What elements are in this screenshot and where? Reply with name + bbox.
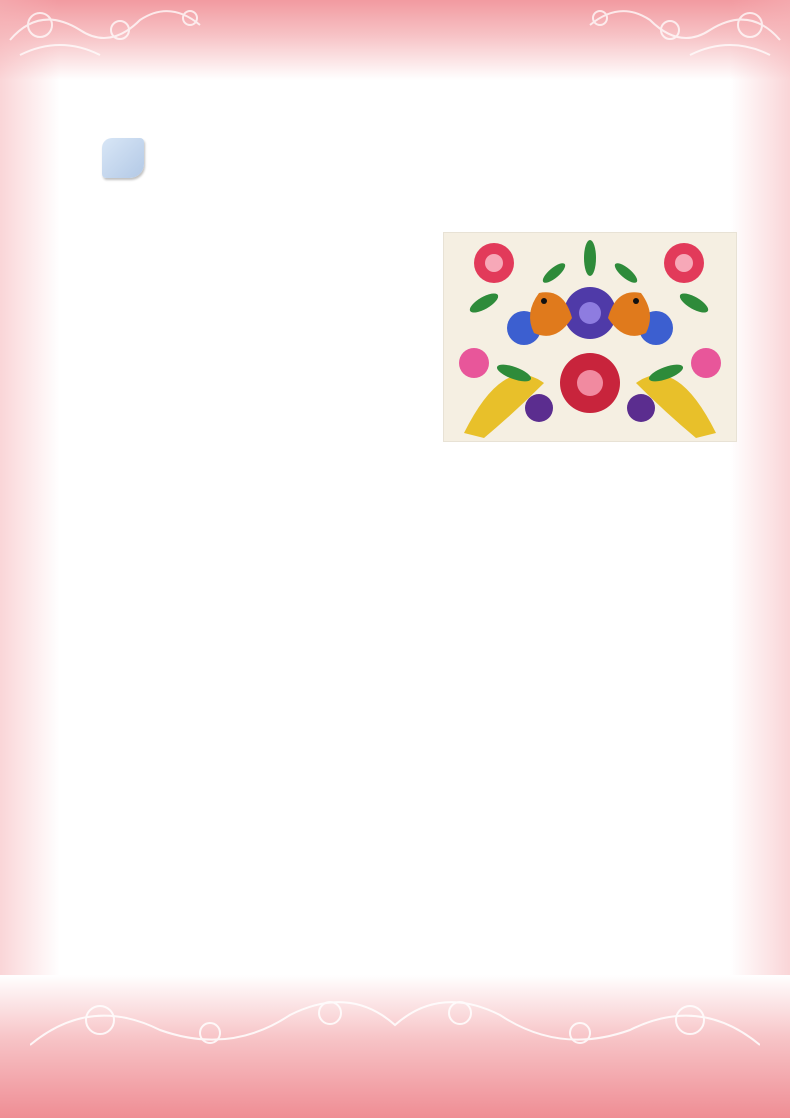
task-number-badge bbox=[102, 138, 144, 178]
painting-peacocks-in-flowers bbox=[443, 232, 737, 442]
left-decorative-border bbox=[0, 0, 60, 1118]
right-decorative-border bbox=[730, 0, 790, 1118]
top-decorative-band bbox=[0, 0, 790, 80]
painting-image bbox=[444, 233, 736, 441]
bottom-decorative-band bbox=[0, 975, 790, 1118]
